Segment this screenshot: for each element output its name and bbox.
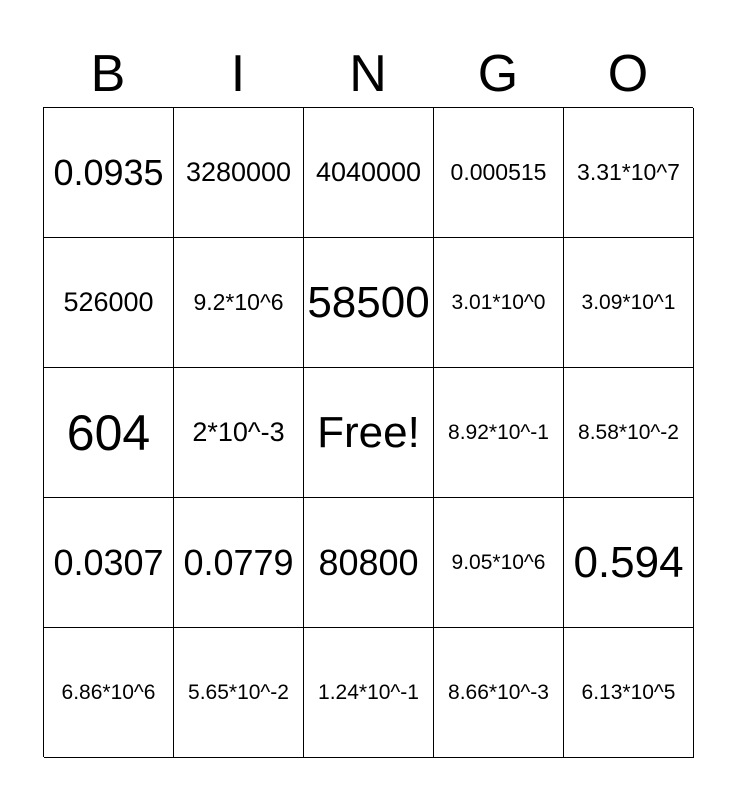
bingo-cell[interactable]: 2*10^-3 — [174, 368, 304, 498]
bingo-cell[interactable]: 0.594 — [564, 498, 694, 628]
bingo-cell[interactable]: 5.65*10^-2 — [174, 628, 304, 758]
bingo-cell[interactable]: 1.24*10^-1 — [304, 628, 434, 758]
bingo-cell[interactable]: 3.01*10^0 — [434, 238, 564, 368]
bingo-cell[interactable]: 0.0935 — [44, 108, 174, 238]
free-space-cell[interactable]: Free! — [304, 368, 434, 498]
bingo-cell[interactable]: 0.0307 — [44, 498, 174, 628]
bingo-cell[interactable]: 6.13*10^5 — [564, 628, 694, 758]
bingo-cell[interactable]: 8.58*10^-2 — [564, 368, 694, 498]
bingo-cell[interactable]: 3.09*10^1 — [564, 238, 694, 368]
bingo-cell[interactable]: 9.2*10^6 — [174, 238, 304, 368]
header-letter-n: N — [349, 45, 387, 103]
bingo-cell[interactable]: 0.0779 — [174, 498, 304, 628]
header-letter-o: O — [607, 45, 649, 103]
bingo-cell[interactable]: 0.000515 — [434, 108, 564, 238]
bingo-cell[interactable]: 526000 — [44, 238, 174, 368]
header-letter-b: B — [90, 45, 126, 103]
bingo-cell[interactable]: 8.66*10^-3 — [434, 628, 564, 758]
header-letter-g: G — [477, 45, 519, 103]
bingo-cell[interactable]: 58500 — [304, 238, 434, 368]
bingo-cell[interactable]: 3.31*10^7 — [564, 108, 694, 238]
bingo-cell[interactable]: 9.05*10^6 — [434, 498, 564, 628]
header-letter-i: I — [230, 45, 246, 103]
bingo-cell[interactable]: 80800 — [304, 498, 434, 628]
bingo-cell[interactable]: 3280000 — [174, 108, 304, 238]
bingo-cell[interactable]: 4040000 — [304, 108, 434, 238]
bingo-board — [43, 107, 693, 757]
bingo-header — [43, 40, 693, 108]
bingo-cell[interactable]: 8.92*10^-1 — [434, 368, 564, 498]
bingo-cell[interactable]: 6.86*10^6 — [44, 628, 174, 758]
bingo-cell[interactable]: 604 — [44, 368, 174, 498]
